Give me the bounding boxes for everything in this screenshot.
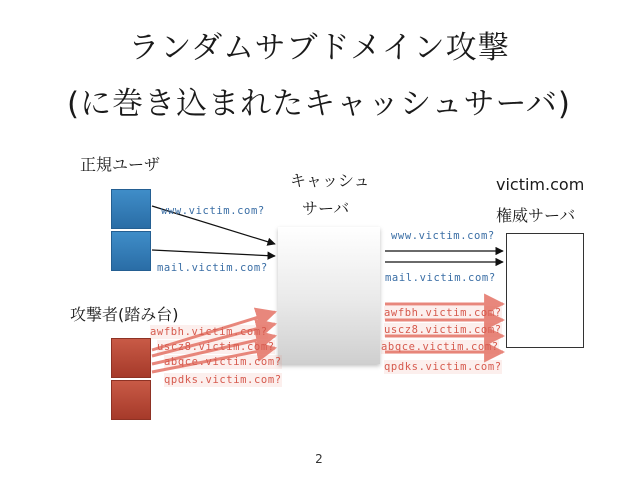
attacker-label: 攻撃者(踏み台) (70, 305, 179, 324)
attack-query-1: awfbh.victim.com? (150, 326, 268, 338)
forwarded-attack-query-4: qpdks.victim.com? (384, 361, 502, 373)
cache-server-label-2: サーバ (302, 199, 350, 218)
forwarded-legit-query-2: mail.victim.com? (385, 272, 496, 284)
attack-query-3: abqce.victim.com? (164, 356, 282, 368)
cache-server-label-1: キャッシュ (290, 171, 370, 190)
victim-domain-label: victim.com (496, 175, 585, 194)
legit-query-1: www.victim.com? (161, 205, 265, 217)
legit-user-label: 正規ユーザ (80, 155, 161, 174)
title-line-1: ランダムサブドメイン攻撃 (128, 30, 510, 66)
attack-query-4: qpdks.victim.com? (164, 374, 282, 386)
title-line-2: (に巻き込まれたキャッシュサーバ) (66, 86, 572, 122)
attack-query-2: uscz8.victim.com? (157, 341, 275, 353)
legit-arrow-2 (152, 250, 275, 256)
forwarded-attack-query-2: uscz8.victim.com? (384, 324, 502, 336)
forwarded-attack-query-3: abqce.victim.com? (381, 341, 499, 353)
forwarded-legit-query-1: www.victim.com? (391, 230, 495, 242)
page-number: 2 (315, 452, 323, 466)
legit-query-2: mail.victim.com? (157, 262, 268, 274)
authoritative-server-label: 権威サーバ (496, 206, 576, 225)
forwarded-attack-query-1: awfbh.victim.com? (384, 307, 502, 319)
